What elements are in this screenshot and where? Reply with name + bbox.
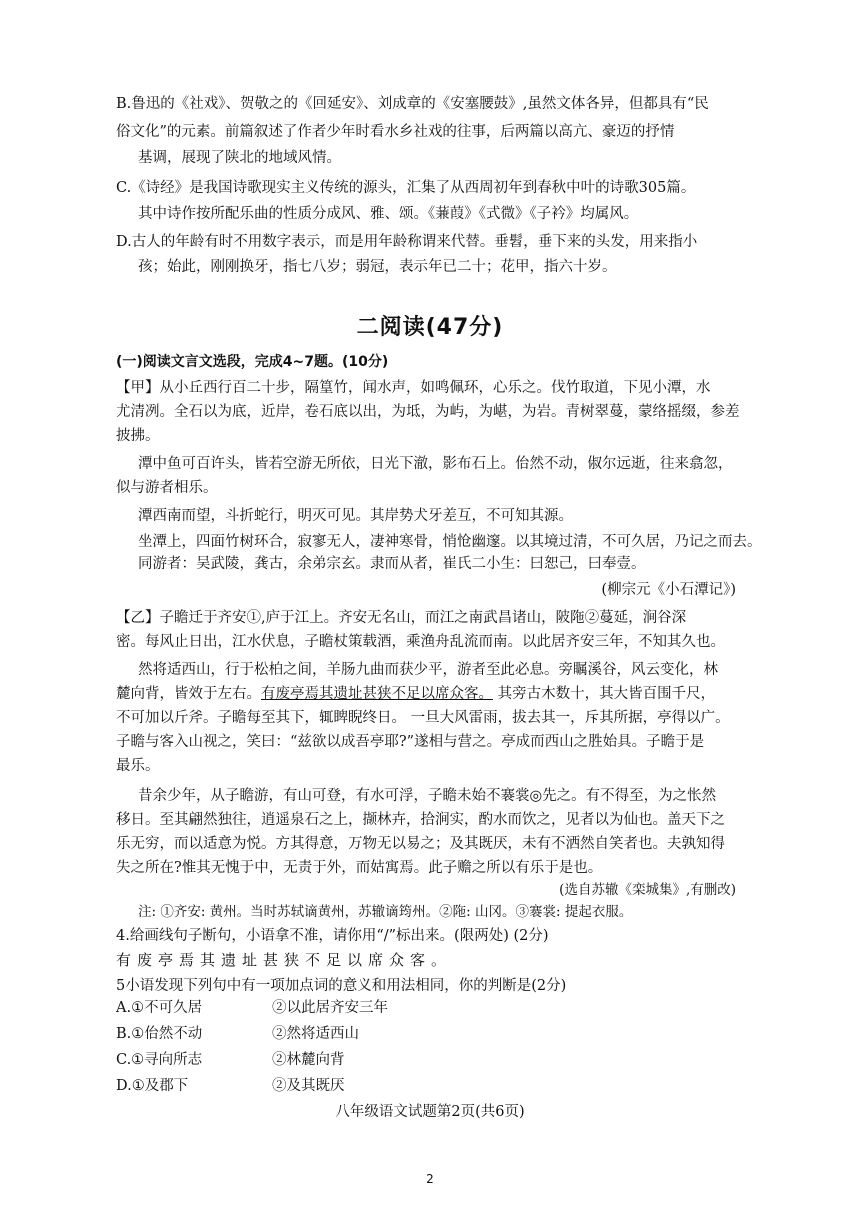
passage-b-p3-l3: 乐无穷，而以适意为悦。方其得意，万物无以易之；及其既厌，未有不洒然自笑者也。夫孰知得 — [116, 836, 725, 852]
q5-option-b-left: B.①佁然不动 — [116, 1026, 203, 1042]
q5-option-c-left: C.①寻向所志 — [116, 1052, 203, 1068]
passage-b-p3-l4: 失之所在?惟其无愧于中，无责于外，而姑寓焉。此子赡之所以有乐于是也。 — [116, 860, 603, 876]
q5-option-a-left: A.①不可久居 — [116, 1000, 203, 1016]
passage-a-p2-l1: 潭中鱼可百许头，皆若空游无所依，日光下澈，影布石上。佁然不动，俶尔远逝，往来翕忽， — [138, 456, 733, 472]
q5-option-a-right: ②以此居齐安三年 — [272, 1000, 388, 1016]
q5-option-d-right: ②及其既厌 — [272, 1078, 345, 1094]
passage-b-p2-l2-end: 其旁古木数十，其大皆百围千尺， — [493, 686, 716, 702]
passage-b-p2-l2-start: 麓向背，皆效于左右。 — [116, 686, 261, 702]
subsection-heading: (一)阅读文言文选段，完成4~7题。(10分) — [116, 354, 389, 370]
passage-a-p1-l3: 披拂。 — [116, 428, 160, 444]
q4-sentence[interactable]: 有废亭焉其遗址甚狭不足以席众客。 — [116, 951, 453, 969]
passage-b-source: (选自苏辙《栾城集》,有删改) — [559, 882, 736, 898]
passage-b-p3-l1: 昔余少年，从子瞻游，有山可登，有水可浮，子瞻未始不褰裳◎先之。有不得至，为之怅然 — [138, 788, 717, 804]
section-title: 二阅读(47分) — [356, 315, 504, 340]
passage-a-p1-l2: 尤清冽。全石以为底，近岸，卷石底以出，为坻，为屿，为嵁，为岩。青树翠蔓，蒙络摇缀，参差 — [116, 404, 740, 420]
passage-a-p2-l2: 似与游者相乐。 — [116, 480, 218, 496]
q5-option-c[interactable] — [116, 1048, 345, 1072]
q5-option-c-right: ②林麓向背 — [272, 1052, 345, 1068]
passage-b-p2-l1: 然将适西山，行于松柏之间，羊肠九曲而获少平，游者至此必息。旁瞩溪谷，风云变化，林 — [138, 662, 718, 678]
passage-a-p4-l2: 同游者：吴武陵，龚古，余弟宗玄。隶而从者，崔氏二小生：曰恕己，曰奉壹。 — [138, 556, 646, 572]
option-c-line1: C.《诗经》是我国诗歌现实主义传统的源头，汇集了从西周初年到春秋中叶的诗歌305篇。 — [116, 180, 696, 196]
option-b-line3: 基调，展现了陕北的地域风情。 — [138, 150, 341, 166]
passage-a-p1-l1: 【甲】从小丘西行百二十步，隔篁竹，闻水声，如鸣佩环，心乐之。伐竹取道，下见小潭，水 — [116, 380, 711, 396]
option-c-line2: 其中诗作按所配乐曲的性质分成风、雅、颂。《蒹葭》《式微》《子衿》均属风。 — [138, 206, 639, 222]
q5-stem: 5小语发现下列句中有一项加点词的意义和用法相同，你的判断是(2分) — [116, 978, 567, 994]
passage-b-p1-l2: 密。每风止日出，江水伏息，子瞻杖策载酒，乘渔舟乱流而南。以此居齐安三年，不知其久也。 — [116, 634, 725, 650]
passage-b-p3-l2: 移日。至其翩然独往，逍遥泉石之上，撷林卉，拾涧实，酌水而饮之，见者以为仙也。盖天下之 — [116, 812, 725, 828]
passage-b-p2-l4: 子瞻与客入山视之，笑曰：“兹欲以成吾亭耶?”遂相与营之。亭成而西山之胜始具。子瞻于是 — [116, 734, 705, 750]
option-b-line1: B.鲁迅的《社戏》、贺敬之的《回延安》、刘成章的《安塞腰鼓》,虽然文体各异，但都具有“民 — [116, 96, 709, 112]
passage-a-source: (柳宗元《小石潭记》) — [601, 582, 736, 598]
passage-b-p1-l1: 【乙】子瞻迁于齐安①,庐于江上。齐安无名山，而江之南武昌诸山，陂陁②蔓延，涧谷深 — [116, 610, 687, 626]
page-footer: 八年级语文试题第2页(共6页) — [335, 1104, 525, 1120]
passage-b-p2-l5: 最乐。 — [116, 758, 160, 774]
passage-b-note: 注: ①齐安: 黄州。当时苏轼谪黄州，苏辙谪筠州。②陁: 山冈。③褰裳: 提起衣服。 — [138, 904, 633, 920]
passage-b-p2-l3: 不可加以斤斧。子瞻每至其下，辄睥睨终日。 一旦大风雷雨，拔去其一，斥其所据，亭得以广。 — [116, 710, 730, 726]
q5-option-b[interactable] — [116, 1022, 359, 1046]
page-number: 2 — [426, 1172, 434, 1186]
q5-option-d[interactable] — [116, 1074, 345, 1098]
option-d-line2: 孩；始此，刚刚换牙，指七八岁；弱冠，表示年已二十；花甲，指六十岁。 — [138, 259, 617, 275]
q5-option-d-left: D.①及郡下 — [116, 1078, 189, 1094]
q5-option-a[interactable] — [116, 996, 388, 1020]
passage-a-p3: 潭西南而望，斗折蛇行，明灭可见。其岸势犬牙差互，不可知其源。 — [138, 508, 573, 524]
q4-stem: 4.给画线句子断句，小语拿不准，请你用“/”标出来。(限两处) (2分) — [116, 928, 549, 944]
option-d-line1: D.古人的年龄有时不用数字表示，而是用年龄称谓来代替。垂髫，垂下来的头发，用来指小 — [116, 234, 698, 250]
q5-option-b-right: ②然将适西山 — [272, 1026, 359, 1042]
option-b-line2: 俗文化”的元素。前篇叙述了作者少年时看水乡社戏的往事，后两篇以高亢、豪迈的抒情 — [116, 124, 675, 140]
passage-a-p4-l1: 坐潭上，四面竹树环合，寂寥无人，凄神寒骨，悄怆幽邃。以其境过清，不可久居，乃记之而去。 — [138, 534, 762, 550]
underlined-sentence: 有废亭焉其遗址甚狭不足以席众客。 — [261, 686, 493, 702]
